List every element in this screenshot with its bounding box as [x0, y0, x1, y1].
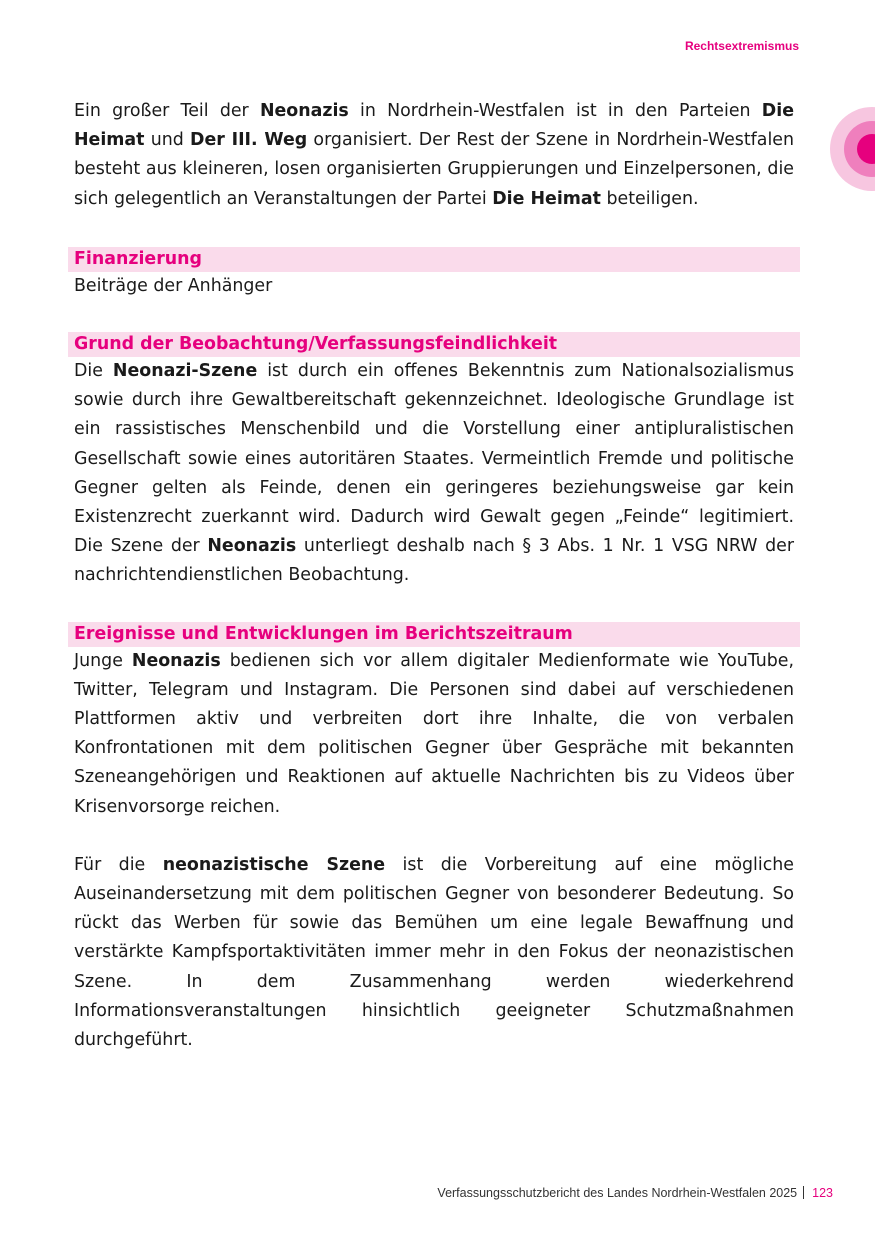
- intro-paragraph: Ein großer Teil der Neonazis in Nordrhein-Westfalen ist in den Parteien Die Heimat und Der III. Weg organisiert. Der Rest der Szene in Nordrhein-Westfalen besteht aus kleineren, losen organisierten Gruppierungen und Einzelpersonen, die sich gelegentlich an Veranstaltungen der Partei Die Heimat beteiligen.: [74, 101, 795, 209]
- term-neonazistische-szene: neonazistische Szene: [162, 854, 386, 875]
- term-neonazi-szene: Neonazi-Szene: [112, 361, 258, 382]
- term-der-iii-weg: Der III. Weg: [190, 130, 308, 151]
- term-die-heimat: Die Heimat: [492, 188, 601, 209]
- grund-paragraph: Die Neonazi-Szene ist durch ein offenes Bekenntnis zum Nationalsozialismus sowie durch ihre Gewaltbereitschaft gekennzeichnet. Ideologische Grundlage ist ein rassistisches Menschenbild und die Vorstellung einer antipluralistischen Gesellschaft sowie eines autoritären Staates. Vermeintlich Fremde und politische Gegner gelten als Feinde, denen ein geringeres beziehungsweise gar kein Existenzrecht zuerkannt wird. Dadurch wird Gewalt gegen „Feinde“ legitimiert. Die Szene der Neonazis unterliegt deshalb nach § 3 Abs. 1 Nr. 1 VSG NRW der nachrichtendienstlichen Beobachtung.: [74, 361, 795, 586]
- page-body: [68, 97, 800, 1055]
- page-number: 123: [812, 1186, 833, 1200]
- finanzierung-text: Beiträge der Anhänger: [74, 275, 273, 296]
- page-footer: [437, 1186, 833, 1200]
- term-neonazis: Neonazis: [259, 101, 349, 121]
- running-title: Rechtsextremismus: [684, 39, 799, 53]
- section-heading-grund: Grund der Beobachtung/Verfassungsfeindlichkeit: [68, 332, 800, 357]
- chapter-tab-marker: [830, 107, 875, 191]
- ereignisse-paragraph-1: Junge Neonazis bedienen sich vor allem digitaler Medienformate wie YouTube, Twitter, Telegram und Instagram. Die Personen sind dabei auf verschiedenen Plattformen aktiv und verbreiten dort ihre Inhalte, die von verbalen Konfrontationen mit dem politischen Gegner über Gespräche mit bekannten Szeneangehörigen und Reaktionen auf aktuelle Nachrichten bis zu Videos über Krisenvorsorge reichen.: [74, 650, 794, 817]
- footer-divider: [803, 1186, 804, 1199]
- term-neonazis: Neonazis: [207, 536, 297, 557]
- footer-report-title: Verfassungsschutzbericht des Landes Nordrhein-Westfalen 2025: [437, 1186, 798, 1200]
- term-neonazis: Neonazis: [131, 650, 221, 671]
- section-heading-finanzierung: Finanzierung: [68, 247, 800, 272]
- term-die-heimat: Die Heimat: [74, 101, 794, 151]
- ereignisse-paragraph-2: Für die neonazistische Szene ist die Vorbereitung auf eine mögliche Auseinandersetzung mit dem politischen Gegner von besonderer Bedeutung. So rückt das Werben für sowie das Bemühen um eine legale Bewaffnung und verstärkte Kampfsportaktivitäten immer mehr in den Fokus der neonazistischen Szene. In dem Zusammenhang werden wiederkehrend Informationsveranstaltungen hinsichtlich geeigneter Schutzmaßnahmen durchgeführt.: [74, 854, 794, 1051]
- section-heading-ereignisse: Ereignisse und Entwicklungen im Berichtszeitraum: [68, 622, 800, 647]
